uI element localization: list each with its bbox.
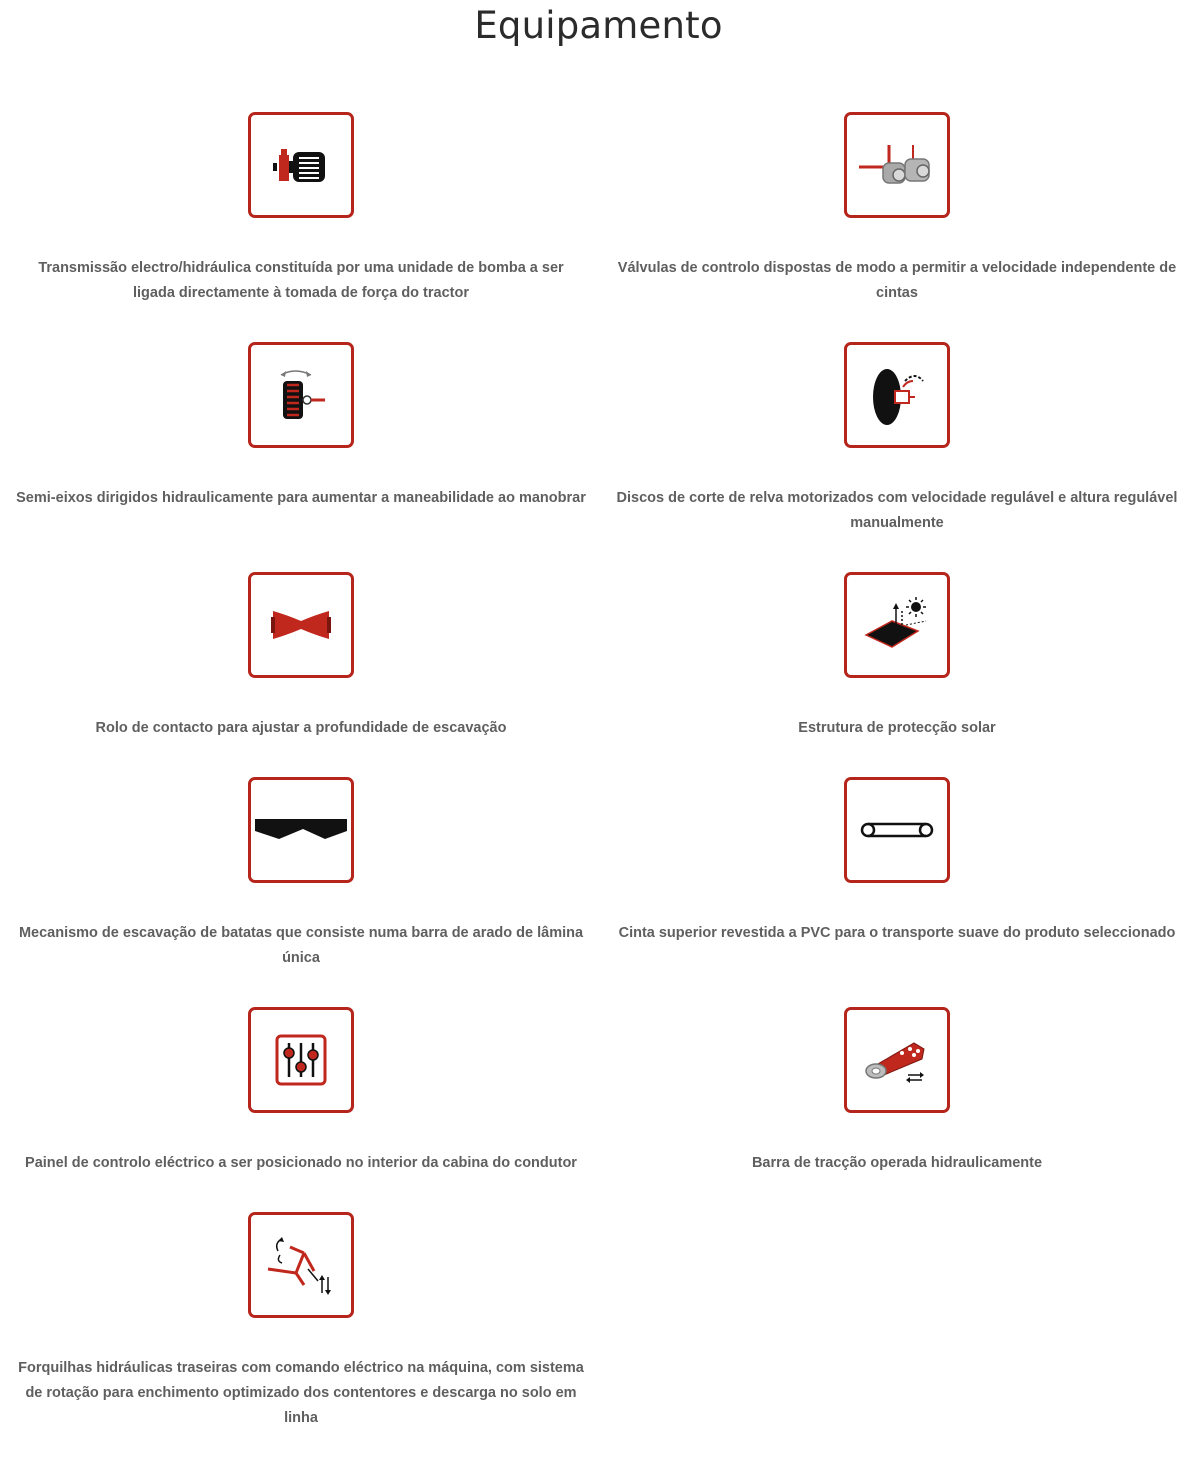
cutting-disc-icon bbox=[844, 342, 950, 448]
hydraulic-pump-icon bbox=[248, 112, 354, 218]
feature-description: Painel de controlo eléctrico a ser posicionado no interior da cabina do condutor bbox=[25, 1155, 577, 1171]
control-valves-icon bbox=[844, 112, 950, 218]
feature-description: Mecanismo de escavação de batatas que consiste numa barra de arado de lâmina única bbox=[18, 925, 584, 966]
digging-blade-icon bbox=[248, 777, 354, 883]
conveyor-belt-icon bbox=[844, 777, 950, 883]
drawbar-icon bbox=[844, 1007, 950, 1113]
steered-axle-icon bbox=[248, 342, 354, 448]
feature-description: Forquilhas hidráulicas traseiras com comando eléctrico na máquina, com sistema de rotação para enchimento optimizado dos contentores e descarga no solo em linha bbox=[18, 1360, 584, 1426]
feature-description: Semi-eixos dirigidos hidraulicamente para aumentar a maneabilidade ao manobrar bbox=[16, 490, 586, 506]
feature-description: Estrutura de protecção solar bbox=[798, 720, 996, 736]
feature-description: Válvulas de controlo dispostas de modo a permitir a velocidade independente de cintas bbox=[617, 260, 1177, 301]
feature-description: Barra de tracção operada hidraulicamente bbox=[751, 1155, 1043, 1171]
control-panel-icon bbox=[248, 1007, 354, 1113]
contact-roller-icon bbox=[248, 572, 354, 678]
feature-description: Discos de corte de relva motorizados com velocidade regulável e altura regulável manualmente bbox=[616, 490, 1178, 531]
page-title: Equipamento bbox=[474, 4, 723, 47]
feature-description: Rolo de contacto para ajustar a profundidade de escavação bbox=[95, 720, 507, 736]
feature-description: Transmissão electro/hidráulica constituída por uma unidade de bomba a ser ligada directamente à tomada de força do tractor bbox=[38, 260, 564, 301]
feature-description: Cinta superior revestida a PVC para o transporte suave do produto seleccionado bbox=[618, 925, 1176, 941]
solar-protection-icon bbox=[844, 572, 950, 678]
hydraulic-forks-icon bbox=[248, 1212, 354, 1318]
